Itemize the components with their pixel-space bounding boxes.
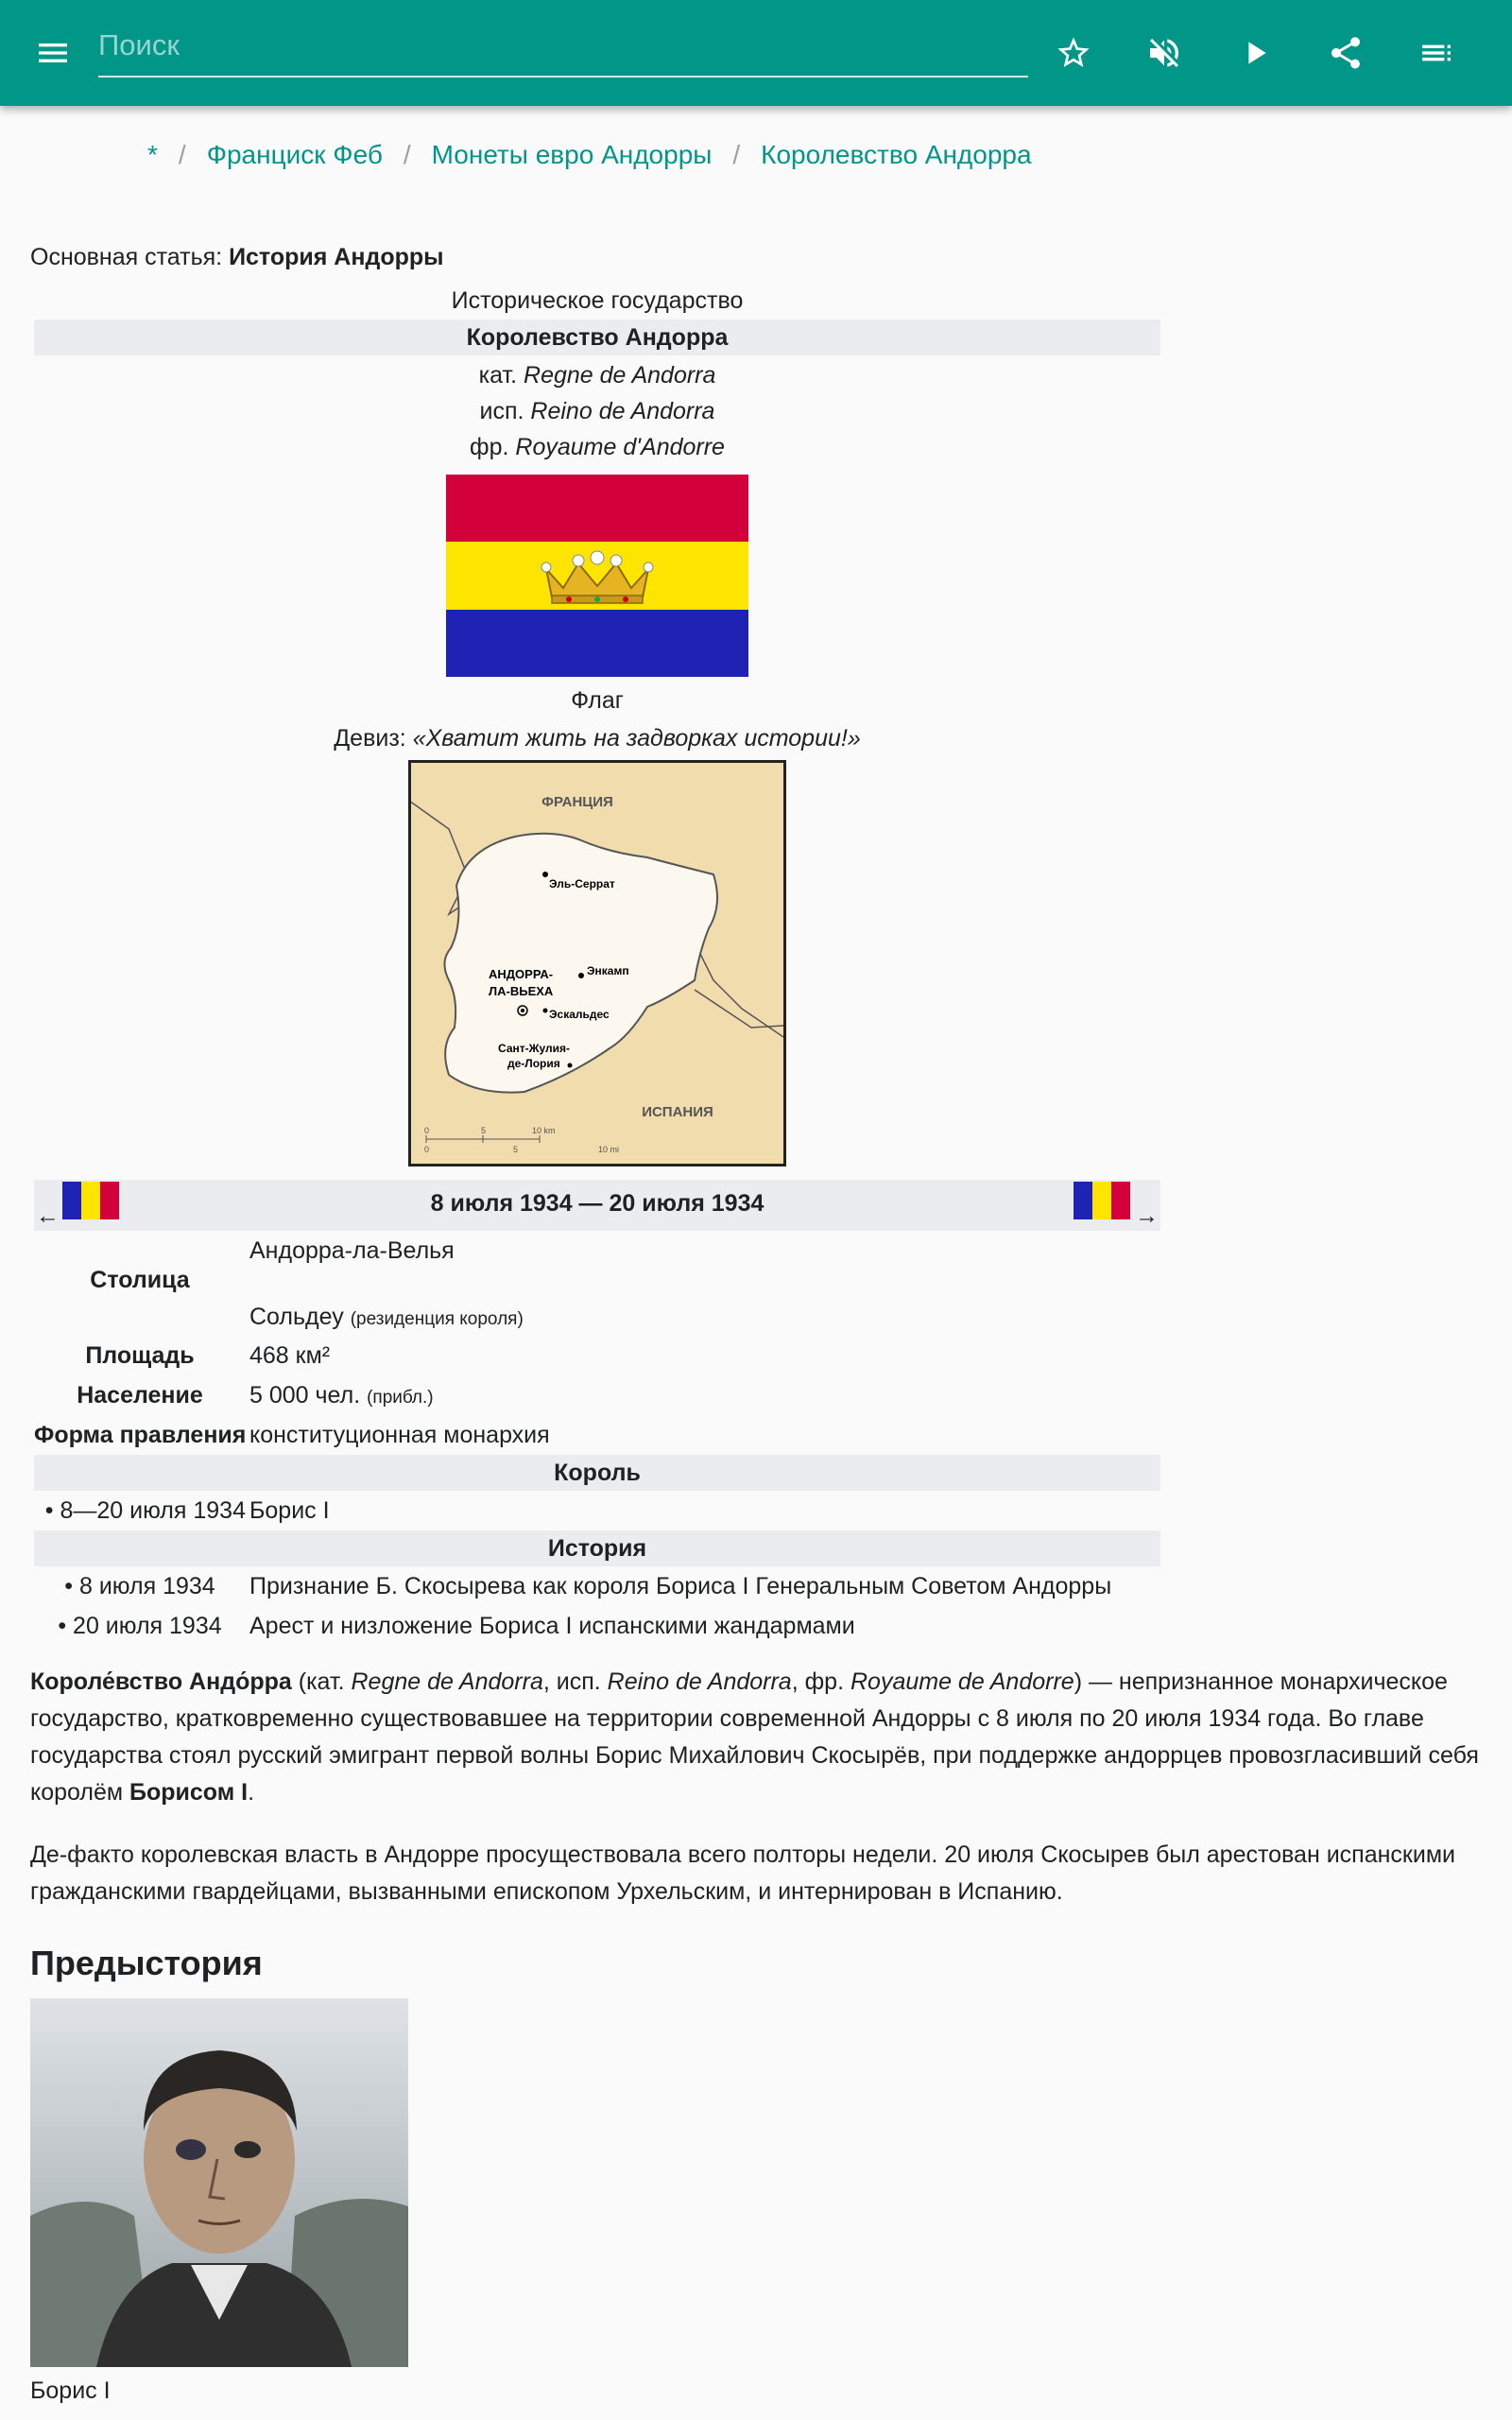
history-header: История bbox=[34, 1530, 1160, 1566]
image-caption: Борис I bbox=[30, 2377, 111, 2404]
population-row: Население 5 000 чел. (прибл.) bbox=[77, 1382, 434, 1409]
section-heading: Предыстория bbox=[30, 1944, 263, 1982]
svg-text:0: 0 bbox=[424, 1126, 430, 1135]
portrait-image[interactable] bbox=[30, 1998, 408, 2367]
breadcrumb-item[interactable]: Франциск Феб bbox=[206, 140, 383, 169]
breadcrumb-home[interactable]: * bbox=[147, 140, 158, 169]
svg-text:10 mi: 10 mi bbox=[598, 1145, 620, 1154]
svg-text:5: 5 bbox=[513, 1145, 519, 1154]
motto: Девиз: «Хватит жить на задворках истории!» bbox=[334, 725, 861, 752]
breadcrumb-item[interactable]: Монеты евро Андорры bbox=[431, 140, 713, 169]
lead-paragraph: Короле́вство Андо́рра (кат. Regne de Andorra, исп. Reino de Andorra, фр. Royaume de Andorre) — непризнанное монархическое государство, кратковременно существовавшее на территории современной Андорры с 8 июля по 20 июля 1934 года. Во главе государства стоял русский эмигрант первой волны Борис Михайлович Скосырёв, при поддержке андоррцев провозгласивший себя королём Борисом I. bbox=[30, 1668, 1479, 1806]
map-label-capital: АНДОРРА- bbox=[489, 967, 554, 981]
flag-image[interactable] bbox=[446, 475, 748, 677]
history-row: • 8 июля 1934 Признание Б. Скосырева как короля Бориса I Генеральным Советом Андорры bbox=[64, 1573, 1112, 1599]
area-row: Площадь 468 км² bbox=[85, 1342, 331, 1369]
map-label-escaldes: Эскальдес bbox=[549, 1008, 610, 1021]
map-label-el-serrat: Эль-Серрат bbox=[549, 877, 615, 890]
infobox-names: кат. Regne de Andorra исп. Reino de Andorra фр. Royaume d'Andorre bbox=[470, 362, 725, 460]
menu-icon[interactable] bbox=[23, 23, 83, 83]
infobox-type: Историческое государство bbox=[451, 287, 744, 314]
infobox bbox=[34, 282, 1160, 1646]
infobox-title: Королевство Андорра bbox=[34, 320, 1160, 355]
capital-label: Столица bbox=[90, 1267, 190, 1293]
body-paragraph: Де-факто королевская власть в Андорре просуществовала всего полторы недели. 20 июля Скосырев был арестован испанскими гражданскими гвардейцами, вызванными епископом Урхельским, и интернирован в Испанию. bbox=[30, 1841, 1455, 1905]
period-dates: 8 июля 1934 — 20 июля 1934 bbox=[430, 1190, 765, 1217]
government-value[interactable]: конституционная монархия bbox=[249, 1422, 550, 1448]
boris-link[interactable]: Борисом I bbox=[129, 1779, 249, 1806]
map-label-capital: ЛА-ВЬЕХА bbox=[489, 984, 554, 998]
capital-row: Столица Андорра-ла-Велья Сольдеу (резиденция короля) bbox=[34, 1235, 1160, 1336]
main-article-link[interactable]: История Андорры bbox=[229, 244, 444, 270]
svg-text:0: 0 bbox=[424, 1145, 430, 1154]
search-input[interactable] bbox=[98, 17, 1028, 74]
crown-icon bbox=[541, 548, 654, 605]
breadcrumb: * / Франциск Феб / Монеты евро Андорры / Королевство Андорра bbox=[147, 140, 1032, 169]
period-row bbox=[34, 1180, 1160, 1231]
map-label-sant-julia: Сант-Жулия- bbox=[498, 1042, 570, 1055]
play-icon[interactable] bbox=[1225, 23, 1285, 83]
next-state-flag[interactable] bbox=[1074, 1182, 1130, 1219]
king-header: Король bbox=[34, 1455, 1160, 1491]
flag-caption: Флаг bbox=[571, 687, 624, 714]
star-icon[interactable] bbox=[1043, 23, 1104, 83]
volume-off-icon[interactable] bbox=[1134, 23, 1194, 83]
king-row: • 8—20 июля 1934 Борис I bbox=[34, 1491, 1160, 1530]
previous-state-flag[interactable] bbox=[62, 1182, 119, 1219]
capital-value-2[interactable]: Сольдеу bbox=[249, 1304, 344, 1330]
history-row: • 20 июля 1934 Арест и низложение Бориса I испанскими жандармами bbox=[58, 1613, 855, 1639]
capital-value-1[interactable]: Андорра-ла-Велья bbox=[249, 1237, 455, 1264]
map-image[interactable] bbox=[408, 760, 786, 1167]
svg-text:10 km: 10 km bbox=[532, 1126, 556, 1135]
map-label-spain: ИСПАНИЯ bbox=[642, 1104, 713, 1120]
map-label-sant-julia: де-Лория bbox=[507, 1057, 560, 1070]
king-name[interactable]: Борис I bbox=[249, 1497, 330, 1524]
table-of-contents-icon[interactable] bbox=[1406, 23, 1467, 83]
previous-state-arrow[interactable]: ← bbox=[36, 1202, 60, 1229]
share-icon[interactable] bbox=[1315, 23, 1376, 83]
next-state-arrow[interactable]: → bbox=[1135, 1202, 1159, 1229]
breadcrumb-current[interactable]: Королевство Андорра bbox=[761, 140, 1032, 169]
search-field[interactable] bbox=[98, 17, 1028, 78]
main-article-note: Основная статья: История Андорры bbox=[30, 244, 444, 270]
map-label-encamp: Энкамп bbox=[587, 964, 629, 977]
app-toolbar bbox=[0, 0, 1512, 106]
map-label-france: ФРАНЦИЯ bbox=[541, 794, 613, 810]
government-row: Форма правления конституционная монархия bbox=[34, 1415, 1160, 1455]
svg-text:5: 5 bbox=[481, 1126, 487, 1135]
